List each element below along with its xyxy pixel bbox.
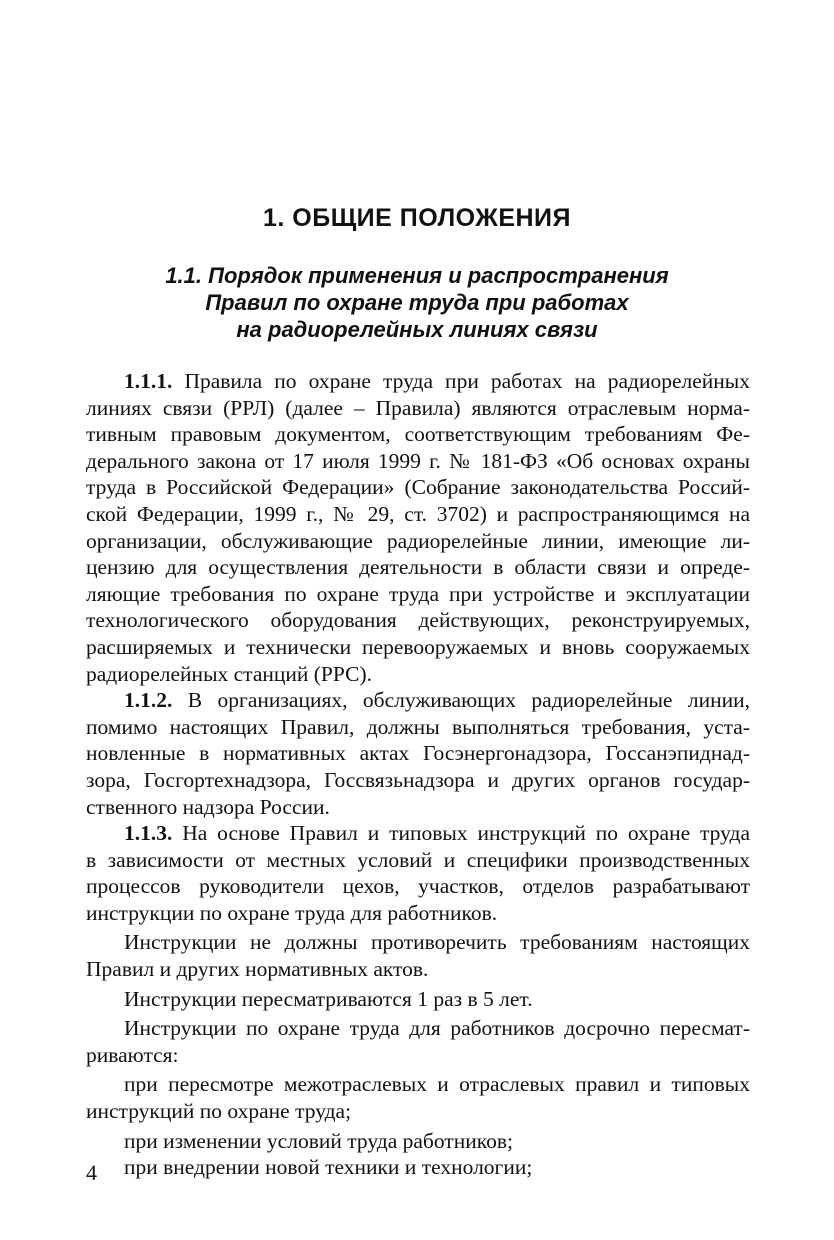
text-span: В организациях, обслуживающих радиорелейные линии, [172, 688, 750, 713]
text-line: инструкций по охране труда; [86, 1099, 352, 1124]
list-item [86, 1128, 750, 1155]
text-line: расширяемых и технически перевооружаемых и вновь сооружаемых [86, 634, 750, 659]
text-line: тивным правовым документом, соответствующим требованиям Фе- [86, 422, 750, 447]
section-title-line: Правил по охране труда при работах [205, 290, 629, 315]
text-span: Правила по охране труда при работах на радиорелейных [172, 369, 750, 393]
text-line: цензию для осуществления деятельности в области связи и опреде- [86, 555, 750, 580]
paragraph-1-1-1 [86, 368, 750, 687]
text-line: новленные в нормативных актах Госэнергонадзора, Госсанэпиднад- [86, 741, 750, 766]
text-line: при внедрении новой техники и технологии; [124, 1155, 533, 1180]
text-line: труда в Российской Федерации» (Собрание законодательства Россий- [86, 475, 750, 500]
text-line [86, 820, 750, 847]
clause-number: 1.1.1. [124, 369, 173, 393]
text-line: ской Федерации, 1999 г., № 29, ст. 3702) и распространяющимся на [86, 501, 750, 526]
list-item [86, 1071, 750, 1124]
text-line: инструкции по охране труда для работников. [86, 900, 498, 925]
text-line: линиях связи (РРЛ) (далее – Правила) являются отраслевым норма- [86, 395, 750, 420]
text-line: Инструкции не должны противоречить требованиям настоящих [124, 930, 750, 955]
body-text [86, 368, 750, 1181]
text-line [86, 687, 750, 714]
list-item [86, 1154, 750, 1181]
chapter-title: 1. ОБЩИЕ ПОЛОЖЕНИЯ [263, 204, 571, 232]
section-title [60, 262, 774, 343]
paragraph-1-1-3 [86, 820, 750, 926]
text-line: при пересмотре межотраслевых и отраслевых правил и типовых [124, 1072, 750, 1097]
text-span: На основе Правил и типовых инструкций по охране труда [172, 821, 750, 846]
text-line [86, 368, 750, 395]
paragraph-instructions-3 [86, 1015, 750, 1068]
text-line: риваются: [86, 1042, 179, 1067]
text-line: ственного надзора России. [86, 794, 330, 819]
section-title-line: на радиорелейных линиях связи [236, 317, 598, 342]
text-line: Инструкции по охране труда для работников досрочно пересмат- [124, 1016, 750, 1041]
clause-number: 1.1.2. [124, 688, 173, 713]
text-line: технологического оборудования действующих, реконструируемых, [86, 608, 750, 633]
paragraph-1-1-2 [86, 687, 750, 820]
text-line: Инструкции пересматриваются 1 раз в 5 лет. [124, 986, 533, 1011]
page-number: 4 [86, 1160, 97, 1185]
text-line: помимо настоящих Правил, должны выполняться требования, уста- [86, 714, 750, 739]
text-line: процессов руководители цехов, участков, отделов разрабатывают [86, 874, 750, 899]
paragraph-instructions-1 [86, 929, 750, 982]
section-title-line: 1.1. Порядок применения и распространения [165, 263, 669, 288]
text-line: зора, Госгортехнадзора, Госсвязьнадзора и других органов государ- [86, 767, 750, 792]
text-line: Правил и других нормативных актов. [86, 957, 429, 982]
clause-number: 1.1.3. [124, 821, 173, 846]
text-line: радиорелейных станций (РРС). [86, 661, 372, 686]
paragraph-instructions-2 [86, 986, 750, 1013]
text-line: в зависимости от местных условий и специфики производственных [86, 847, 750, 872]
text-line: ляющие требования по охране труда при устройстве и эксплуатации [86, 581, 750, 606]
text-line: дерального закона от 17 июля 1999 г. № 181-ФЗ «Об основах охраны [86, 448, 750, 473]
text-line: организации, обслуживающие радиорелейные линии, имеющие ли- [86, 528, 750, 553]
text-line: при изменении условий труда работников; [124, 1128, 513, 1153]
